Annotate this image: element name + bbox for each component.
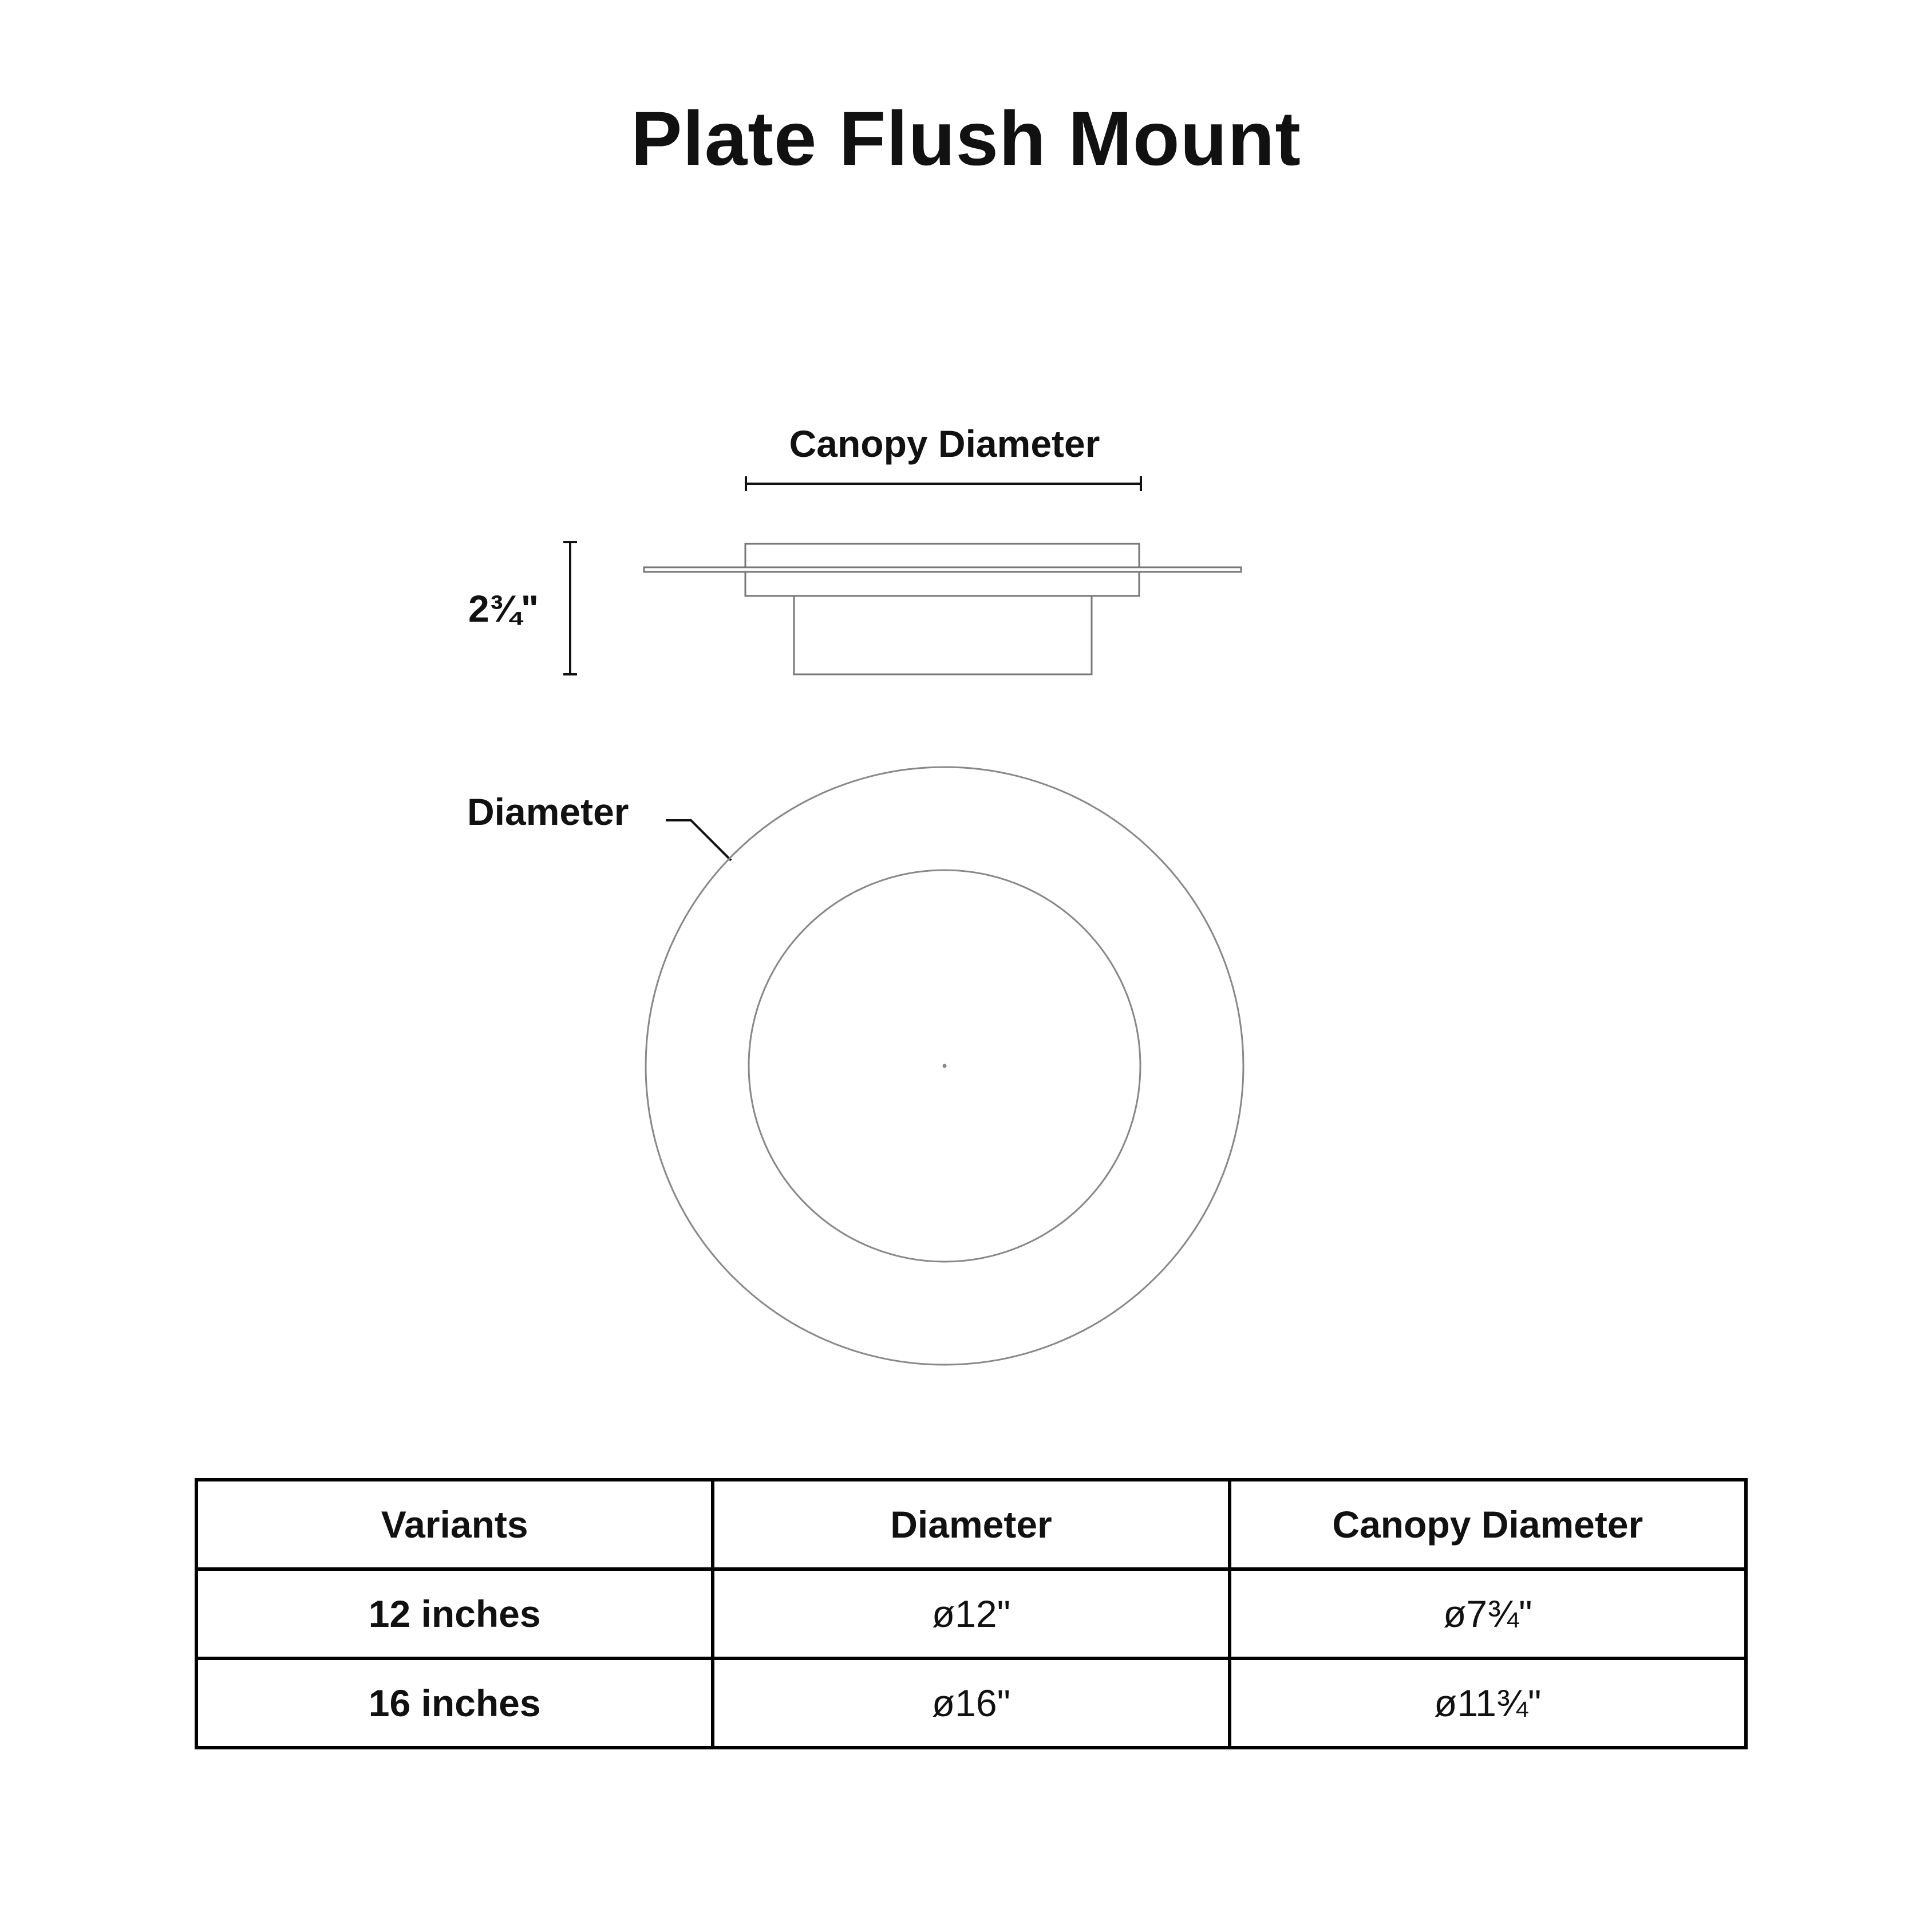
center-point [943,1065,946,1067]
header-canopy-diameter: Canopy Diameter [1230,1480,1746,1569]
variant-cell: 12 inches [196,1569,713,1658]
canopy-cell: ø7¾" [1230,1569,1746,1658]
variant-cell: 16 inches [196,1658,713,1748]
table-header-row [196,1480,1746,1569]
canopy-diameter-label: Canopy Diameter [789,422,1100,465]
page-title: Plate Flush Mount [631,96,1301,181]
diameter-cell: ø16" [713,1658,1229,1748]
diameter-leader-line [666,820,731,860]
diameter-cell: ø12" [713,1569,1229,1658]
plan-view [646,767,1243,1365]
header-variants: Variants [196,1480,713,1569]
height-dimension-line [563,542,577,674]
side-elevation [644,544,1241,674]
header-diameter: Diameter [713,1480,1229,1569]
canopy-cell: ø11¾" [1230,1658,1746,1748]
table-row [196,1569,1746,1658]
height-label: 2¾" [468,587,539,630]
diameter-label: Diameter [467,791,629,833]
table-row [196,1658,1746,1748]
canopy-dimension-line [746,476,1141,491]
variants-table [195,1478,1748,1749]
